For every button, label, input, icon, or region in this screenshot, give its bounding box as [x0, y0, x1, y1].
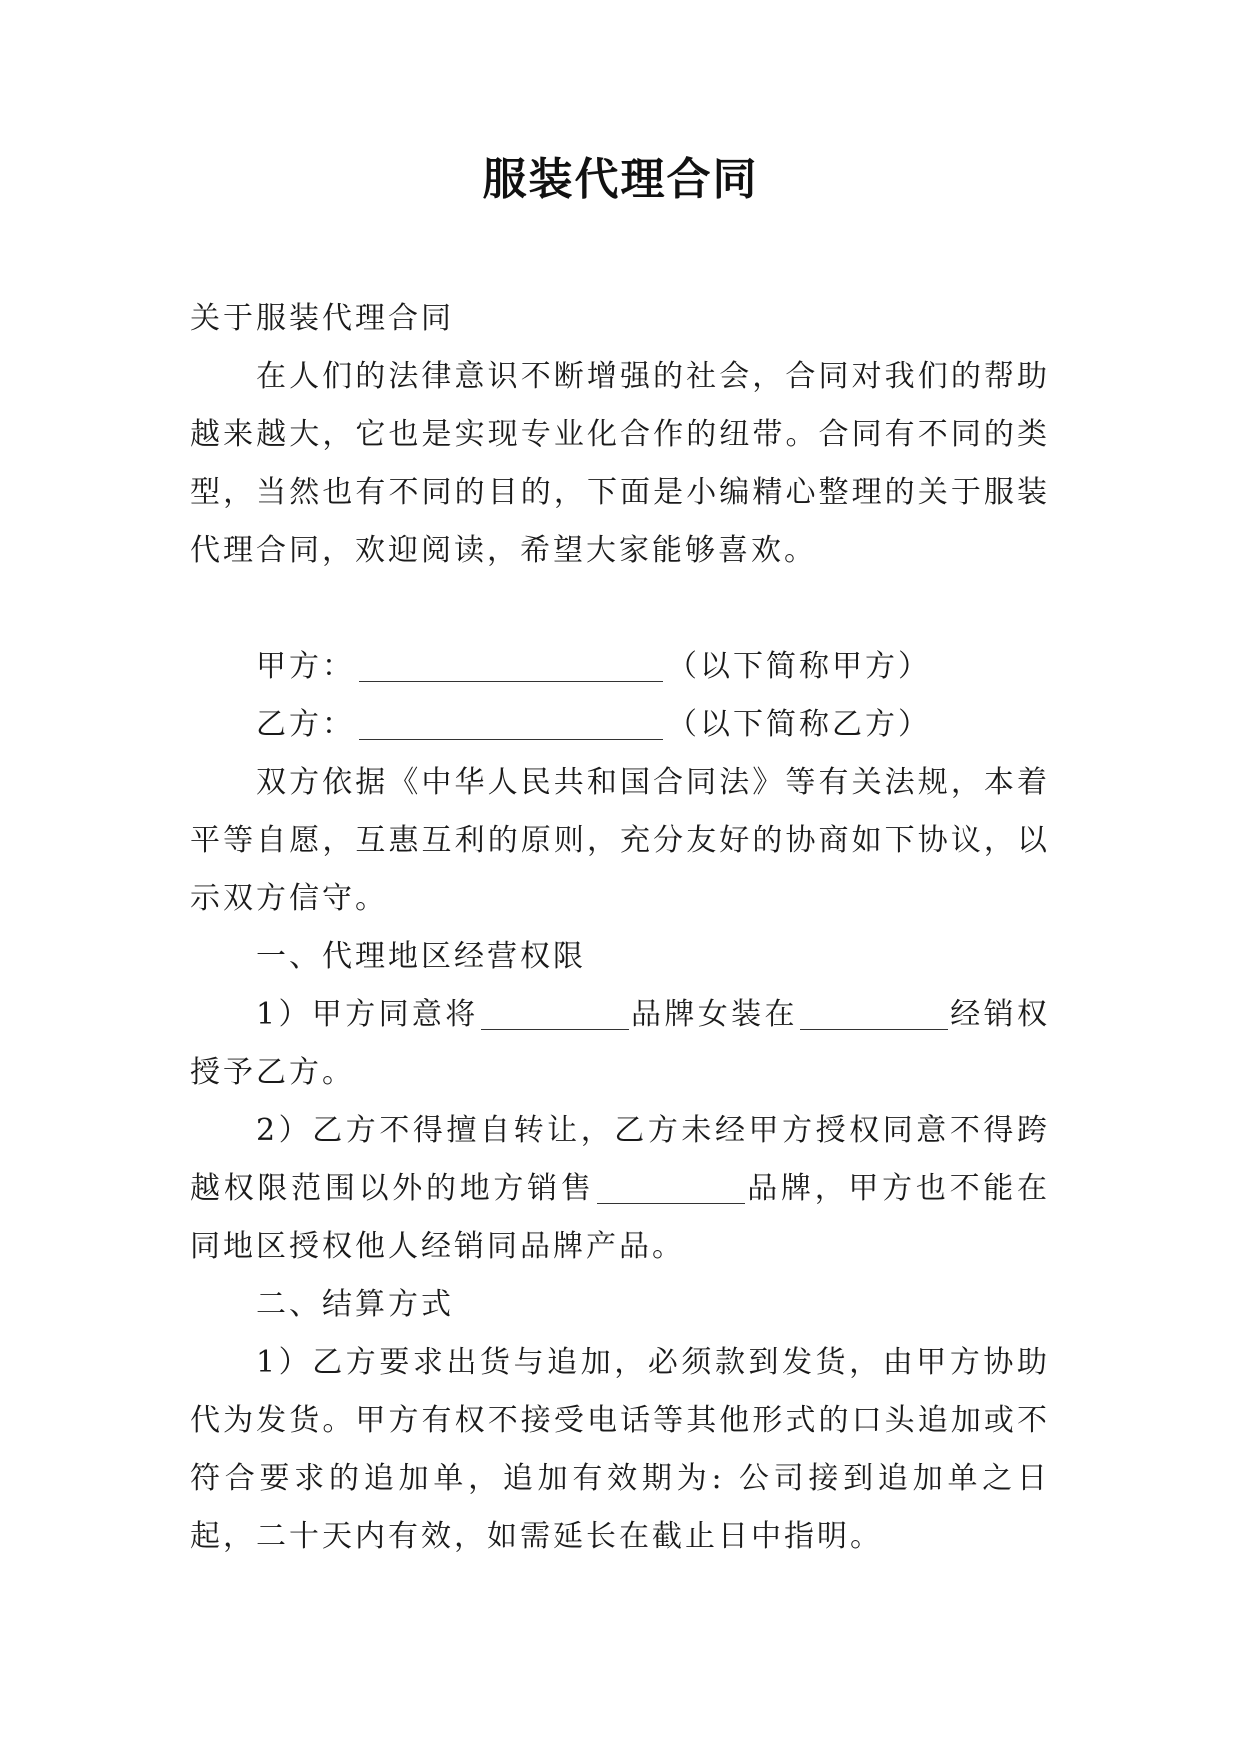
- section1-heading: 一、代理地区经营权限: [256, 939, 586, 974]
- party-a-line: [190, 638, 1050, 696]
- section1-item2: [190, 1102, 1050, 1276]
- document-title: 服装代理合同: [482, 154, 759, 205]
- brand-blank-2: [597, 1167, 745, 1204]
- party-b-blank: [359, 703, 663, 740]
- region-blank: [800, 993, 948, 1030]
- party-b-note: （以下简称乙方）: [667, 707, 931, 742]
- intro-paragraph: 在人们的法律意识不断增强的社会，合同对我们的帮助越来越大，它也是实现专业化合作的纽带。合同有不同的类型，当然也有不同的目的，下面是小编精心整理的关于服装代理合同，欢迎阅读，希望大家能够喜欢。: [190, 359, 1050, 568]
- paragraph-gap: [190, 580, 1050, 638]
- section1-item2-text-b: 品牌，甲方也不能在同地区授权他人经销同品牌产品。: [190, 1171, 1051, 1264]
- section1-item1-text-a: 1）甲方同意将: [256, 997, 479, 1032]
- section2-heading: 二、结算方式: [256, 1287, 454, 1322]
- agreement-paragraph: 双方依据《中华人民共和国合同法》等有关法规，本着平等自愿，互惠互利的原则，充分友好的协商如下协议，以示双方信守。: [190, 765, 1050, 916]
- party-b-label: 乙方：: [256, 707, 355, 742]
- section1-item1-text-c: 经销权授予乙方。: [190, 997, 1050, 1090]
- brand-blank: [481, 993, 629, 1030]
- document-subtitle: 关于服装代理合同: [190, 301, 454, 336]
- section1-item1: [190, 986, 1050, 1102]
- section1-item1-text-b: 品牌女装在: [630, 997, 798, 1032]
- party-a-note: （以下简称甲方）: [667, 649, 931, 684]
- section1-item2-text-a: 2）乙方不得擅自转让，乙方未经甲方授权同意不得跨越权限范围以外的地方销售: [190, 1113, 1050, 1206]
- document-body: [190, 290, 1050, 1566]
- party-a-label: 甲方：: [256, 649, 355, 684]
- party-b-line: [190, 696, 1050, 754]
- section2-item1: 1）乙方要求出货与追加，必须款到发货，由甲方协助代为发货。甲方有权不接受电话等其他形式的口头追加或不符合要求的追加单，追加有效期为: 公司接到追加单之日起，二十天内有效，如需延长在截止日中指明。: [190, 1345, 1050, 1554]
- party-a-blank: [359, 645, 663, 682]
